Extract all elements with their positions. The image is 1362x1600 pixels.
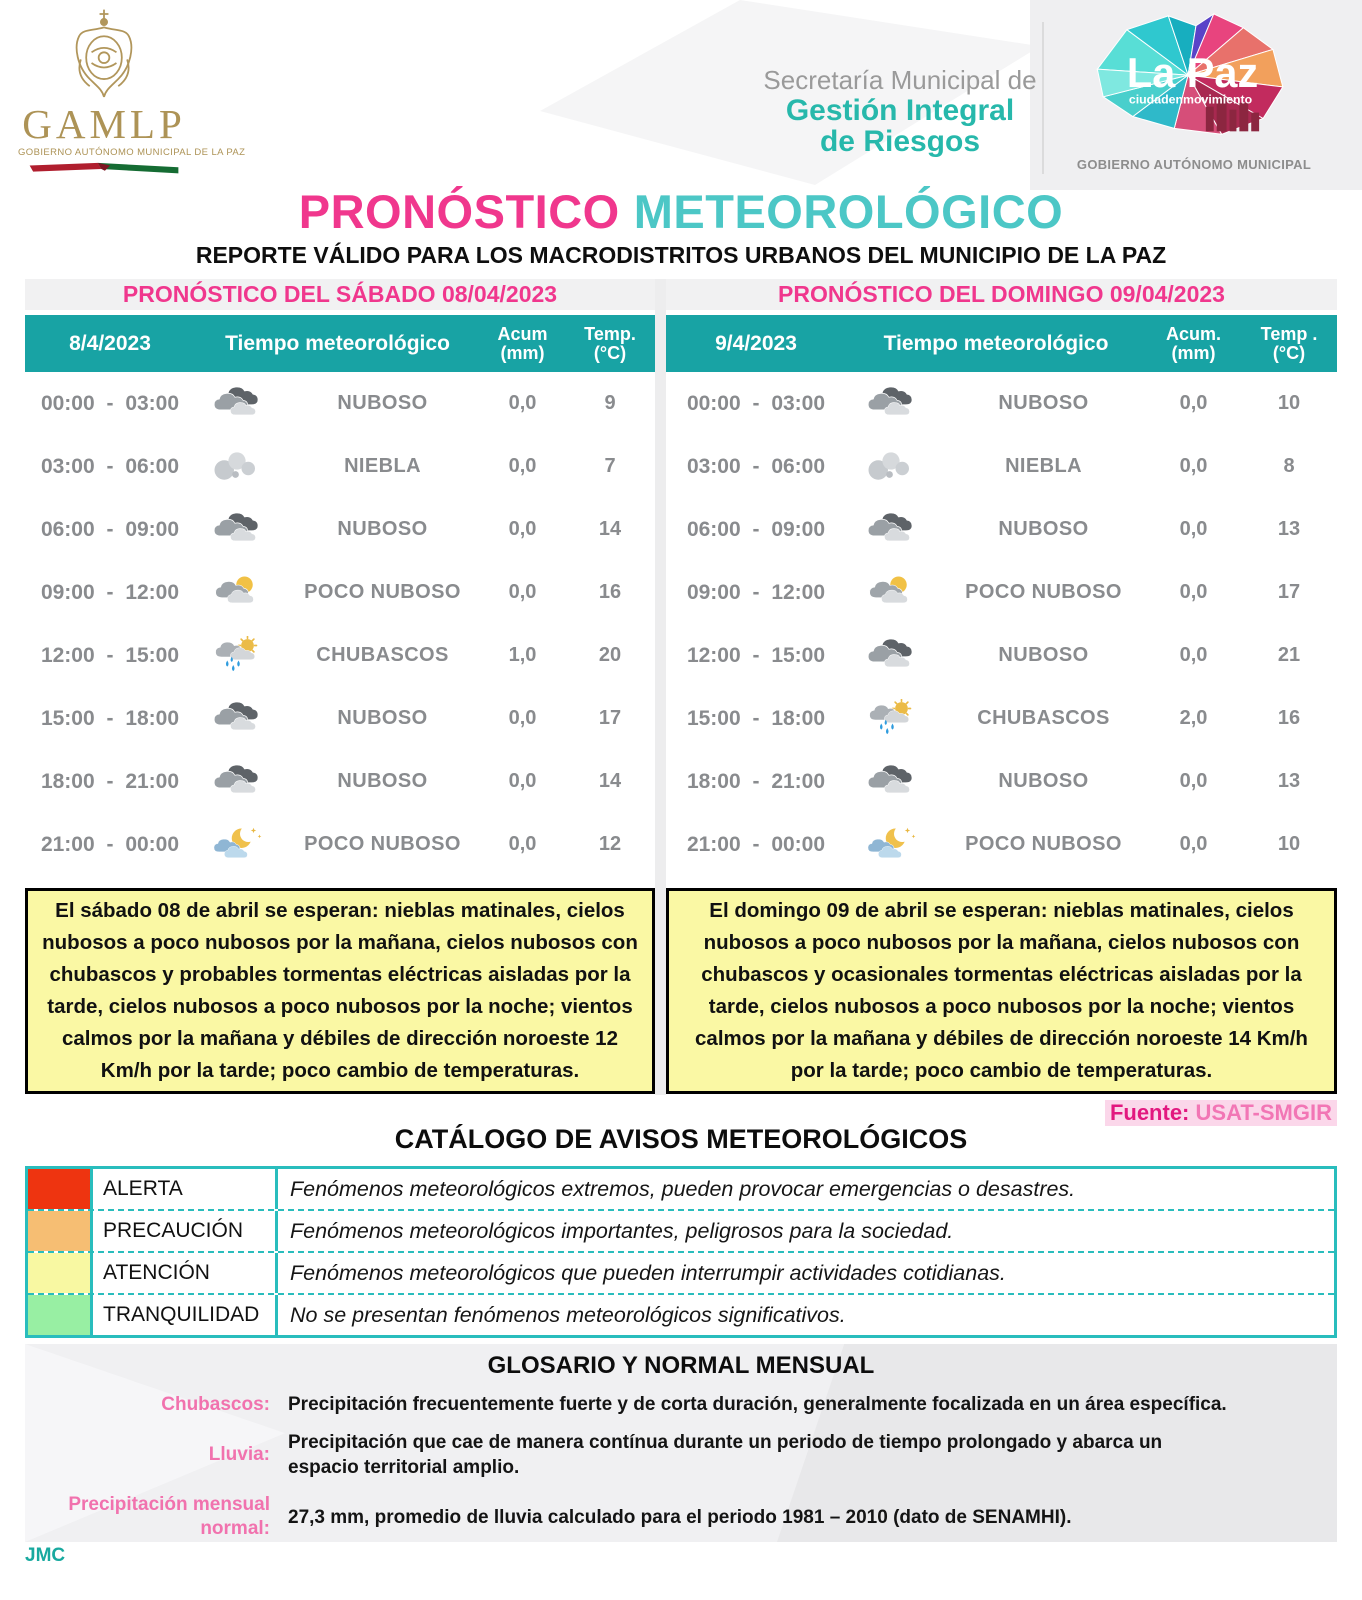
forecast-row: 21:00 - 00:00 POCO NUBOSO 0,0 10 — [666, 813, 1337, 876]
weather-icon — [867, 825, 921, 865]
weather-icon — [213, 825, 267, 865]
secretaria-line2: Gestión Integral — [785, 94, 1015, 127]
page-title-part2: METEOROLÓGICO — [633, 185, 1064, 238]
forecast-row: 00:00 - 03:00 NUBOSO 0,0 9 — [25, 372, 655, 435]
glossary-term: Lluvia: — [208, 1444, 270, 1465]
weather-icon — [213, 699, 267, 739]
alert-color-swatch — [28, 1169, 90, 1209]
lapaz-city-icon — [1056, 8, 1332, 156]
alert-color-swatch — [28, 1211, 90, 1251]
forecast-row: 09:00 - 12:00 POCO NUBOSO 0,0 16 — [25, 561, 655, 624]
alert-catalog-table — [25, 1166, 1337, 1338]
column-header-date: 8/4/2023 — [69, 331, 151, 355]
column-header-temp: Temp . (°C) — [1260, 323, 1318, 363]
glossary-title: GLOSARIO Y NORMAL MENSUAL — [487, 1352, 875, 1379]
forecast-row: 15:00 - 18:00 NUBOSO 0,0 17 — [25, 687, 655, 750]
sunday-section-title: PRONÓSTICO DEL DOMINGO 09/04/2023 — [666, 279, 1337, 310]
saturday-section-title: PRONÓSTICO DEL SÁBADO 08/04/2023 — [25, 279, 655, 310]
table-header-row — [666, 315, 1337, 372]
lapaz-logo — [1056, 8, 1332, 172]
catalog-row — [28, 1293, 1334, 1335]
source-label: Fuente: — [1109, 1100, 1190, 1125]
alert-level-label: ATENCIÓN — [90, 1253, 278, 1293]
glossary-term: Chubascos: — [161, 1393, 270, 1415]
forecast-row: 18:00 - 21:00 NUBOSO 0,0 13 — [666, 750, 1337, 813]
alert-color-swatch — [28, 1253, 90, 1293]
saturday-summary-box: El sábado 08 de abril se esperan: nieblas matinales, cielos nubosos a poco nubosos por la mañana, cielos nubosos con chubascos y probables tormentas eléctricas aisladas por la tarde, cielos nubosos a poco nubosos por la noche; vientos calmos por la mañana y débiles de dirección noroeste 12 Km/h por la tarde; poco cambio de temperaturas. — [25, 888, 655, 1094]
source-line — [1105, 1100, 1337, 1126]
secretaria-line3: de Riesgos — [819, 125, 981, 158]
secretaria-logo-text — [760, 66, 1040, 157]
weather-icon — [867, 510, 921, 550]
column-header-date: 9/4/2023 — [715, 331, 797, 355]
weather-icon — [213, 447, 267, 487]
alert-level-label: PRECAUCIÓN — [90, 1211, 278, 1251]
forecast-row: 03:00 - 06:00 NIEBLA 0,0 8 — [666, 435, 1337, 498]
gamlp-coat-of-arms-icon — [59, 6, 149, 104]
alert-level-description: Fenómenos meteorológicos importantes, peligrosos para la sociedad. — [290, 1218, 954, 1243]
weather-icon — [867, 384, 921, 424]
table-header-row — [25, 315, 655, 372]
gamlp-acronym: GAMLP — [22, 101, 186, 147]
catalog-row — [28, 1169, 1334, 1209]
alert-level-label: ALERTA — [90, 1169, 278, 1209]
alert-level-description: Fenómenos meteorológicos extremos, pueden provocar emergencias o desastres. — [290, 1176, 1076, 1201]
glossary-panel — [25, 1344, 1337, 1542]
forecast-row: 06:00 - 09:00 NUBOSO 0,0 14 — [25, 498, 655, 561]
glossary-entries — [25, 1392, 1337, 1541]
weather-icon — [213, 762, 267, 802]
forecast-row: 21:00 - 00:00 POCO NUBOSO 0,0 12 — [25, 813, 655, 876]
report-subtitle: REPORTE VÁLIDO PARA LOS MACRODISTRITOS URBANOS DEL MUNICIPIO DE LA PAZ — [195, 242, 1167, 268]
gamlp-ribbon-icon — [20, 162, 188, 176]
forecast-row: 00:00 - 03:00 NUBOSO 0,0 10 — [666, 372, 1337, 435]
weather-icon — [867, 699, 921, 739]
weather-icon — [213, 573, 267, 613]
alert-color-swatch — [28, 1295, 90, 1335]
secretaria-line1: Secretaría Municipal de — [763, 65, 1037, 95]
column-header-acum: Acum. (mm) — [1165, 323, 1221, 363]
weather-icon — [867, 636, 921, 676]
weather-icon — [867, 447, 921, 487]
column-header-temp: Temp. (°C) — [584, 323, 636, 363]
glossary-definition: Precipitación que cae de manera contínua durante un periodo de tiempo prolongado y abarca un espacio territorial amplio. — [288, 1432, 1163, 1478]
page-title — [0, 184, 1362, 239]
forecast-row: 15:00 - 18:00 CHUBASCOS 2,0 16 — [666, 687, 1337, 750]
sunday-forecast-table — [666, 315, 1337, 876]
weather-icon — [213, 636, 267, 676]
column-header-weather: Tiempo meteorológico — [883, 331, 1109, 355]
column-header-acum: Acum (mm) — [497, 323, 548, 363]
column-header-weather: Tiempo meteorológico — [225, 331, 450, 355]
gamlp-logo — [18, 6, 246, 176]
catalog-row — [28, 1209, 1334, 1251]
forecast-row: 03:00 - 06:00 NIEBLA 0,0 7 — [25, 435, 655, 498]
column-gap — [655, 279, 666, 1095]
glossary-definition: 27,3 mm, promedio de lluvia calculado para el periodo 1981 – 2010 (dato de SENAMHI). — [288, 1506, 1072, 1528]
weather-icon — [867, 573, 921, 613]
weather-icon — [213, 384, 267, 424]
glossary-term: Precipitación mensual normal: — [68, 1494, 270, 1539]
gamlp-caption: GOBIERNO AUTÓNOMO MUNICIPAL DE LA PAZ — [18, 147, 246, 158]
weather-icon — [867, 762, 921, 802]
alert-level-description: No se presentan fenómenos meteorológicos significativos. — [290, 1302, 846, 1327]
catalog-row — [28, 1251, 1334, 1293]
page-title-part1: PRONÓSTICO — [298, 185, 620, 238]
forecast-row: 06:00 - 09:00 NUBOSO 0,0 13 — [666, 498, 1337, 561]
saturday-forecast-table — [25, 315, 655, 876]
forecast-row: 09:00 - 12:00 POCO NUBOSO 0,0 17 — [666, 561, 1337, 624]
header-divider — [1042, 22, 1044, 174]
lapaz-wordmark: La Paz — [1126, 48, 1259, 96]
glossary-definition: Precipitación frecuentemente fuerte y de corta duración, generalmente focalizada en un área específica. — [288, 1394, 1227, 1415]
author-initials: JMC — [25, 1545, 66, 1566]
alert-level-label: TRANQUILIDAD — [90, 1295, 278, 1335]
source-value: USAT-SMGIR — [1195, 1100, 1332, 1125]
lapaz-caption: GOBIERNO AUTÓNOMO MUNICIPAL — [1076, 157, 1312, 172]
catalog-title: CATÁLOGO DE AVISOS METEOROLÓGICOS — [394, 1124, 968, 1154]
forecast-row: 12:00 - 15:00 CHUBASCOS 1,0 20 — [25, 624, 655, 687]
sunday-summary-box: El domingo 09 de abril se esperan: nieblas matinales, cielos nubosos a poco nubosos por la mañana, cielos nubosos con chubascos y ocasionales tormentas eléctricas aisladas por la tarde, cielos nubosos a poco nubosos por la noche; vientos calmos por la mañana y débiles de dirección noroeste 14 Km/h por la tarde; poco cambio de temperaturas. — [666, 888, 1337, 1094]
weather-icon — [213, 510, 267, 550]
alert-level-description: Fenómenos meteorológicos que pueden interrumpir actividades cotidianas. — [290, 1260, 1006, 1285]
forecast-row: 12:00 - 15:00 NUBOSO 0,0 21 — [666, 624, 1337, 687]
forecast-row: 18:00 - 21:00 NUBOSO 0,0 14 — [25, 750, 655, 813]
lapaz-tagline: ciudadenmovimiento — [1128, 92, 1253, 107]
